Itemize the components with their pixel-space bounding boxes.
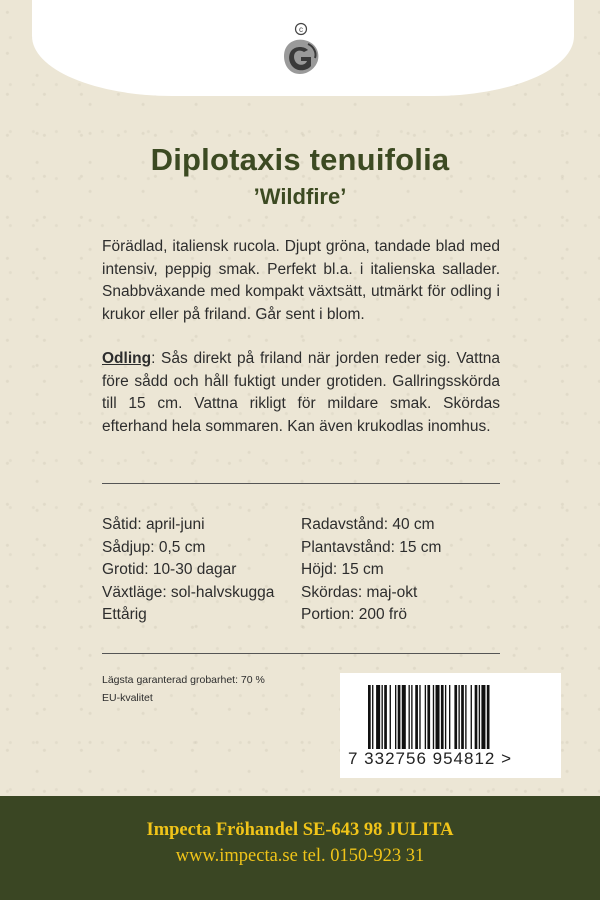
barcode-bar: [481, 685, 485, 749]
specs-left-column: [102, 514, 302, 627]
description-intro: Förädlad, italiensk rucola. Djupt gröna, tandade blad med intensiv, peppig smak. Perfekt bl.a. i italienska sallader. Snabbväxande med kompakt växtsätt, utmärkt för odling i krukor eller på friland. Går sent i blom.: [102, 238, 500, 323]
barcode-bar: [471, 685, 472, 749]
barcode-bar: [425, 685, 426, 749]
barcode-bar: [419, 685, 420, 749]
odling-label: Odling: [102, 350, 152, 367]
barcode-bar: [475, 685, 478, 749]
odling-text: : Sås direkt på friland när jorden reder sig. Vattna före sådd och håll fuktigt under grotiden. Gallringsskörda till 15 cm. Vattna rikligt för mildare smak. Skördas efterhand hela sommaren. Kan även krukodlas inomhus.: [102, 350, 500, 435]
barcode-bar: [449, 685, 450, 749]
barcode-bar: [445, 685, 446, 749]
spec-row-spacing: Radavstånd: 40 cm: [301, 516, 435, 533]
barcode-bar: [433, 685, 434, 749]
cultivation-paragraph: [102, 348, 500, 438]
spec-harvest: Skördas: maj-okt: [301, 583, 418, 601]
barcode-bar: [465, 685, 466, 749]
quality-label: EU-kvalitet: [102, 692, 153, 704]
impecta-logo-icon: [278, 22, 324, 78]
divider-top: [102, 483, 500, 484]
spec-annual: Ettårig: [102, 606, 147, 623]
barcode-bar: [372, 685, 373, 749]
barcode-bar: [487, 685, 490, 749]
svg-text:c: c: [299, 25, 303, 34]
barcode-bar: [454, 685, 457, 749]
barcode-bar: [382, 685, 383, 749]
barcode-bar: [376, 685, 380, 749]
barcode-bar: [427, 685, 430, 749]
barcode-bar: [395, 685, 396, 749]
product-title: Diplotaxis tenuifolia: [150, 142, 450, 177]
barcode-bar: [398, 685, 401, 749]
spec-plant-spacing: Plantavstånd: 15 cm: [301, 538, 442, 556]
spec-germination-time: Grotid: 10-30 dagar: [102, 561, 237, 578]
spec-sowing-time: Såtid: april-juni: [102, 516, 205, 533]
barcode-bar: [390, 685, 391, 749]
footer: [0, 796, 600, 900]
footer-contact: www.impecta.se tel. 0150-923 31: [175, 846, 425, 866]
barcode-bar: [441, 685, 444, 749]
barcode-bar: [368, 685, 371, 749]
barcode-bars: [368, 685, 528, 749]
spec-portion: Portion: 200 frö: [301, 606, 407, 623]
footer-company: Impecta Fröhandel SE-643 98 JULITA: [146, 820, 454, 840]
barcode-bar: [409, 685, 410, 749]
barcode-bar: [458, 685, 459, 749]
barcode-bar: [402, 685, 406, 749]
barcode-bar: [479, 685, 480, 749]
barcode-bar: [461, 685, 464, 749]
barcode-bar: [411, 685, 412, 749]
barcode-bar: [436, 685, 440, 749]
divider-bottom: [102, 653, 500, 654]
variety-name: ’Wildfire’: [253, 184, 347, 209]
barcode-digits: 7 332756 954812 >: [348, 749, 513, 768]
barcode: [340, 673, 561, 778]
spec-sowing-depth: Sådjup: 0,5 cm: [102, 538, 206, 556]
barcode-bar: [415, 685, 418, 749]
germination-guarantee: Lägsta garanterad grobarhet: 70 %: [102, 674, 265, 686]
barcode-bar: [384, 685, 387, 749]
specs-right-column: [301, 514, 501, 627]
spec-growing-position: Växtläge: sol-halvskugga: [102, 583, 275, 601]
spec-height: Höjd: 15 cm: [301, 561, 384, 578]
